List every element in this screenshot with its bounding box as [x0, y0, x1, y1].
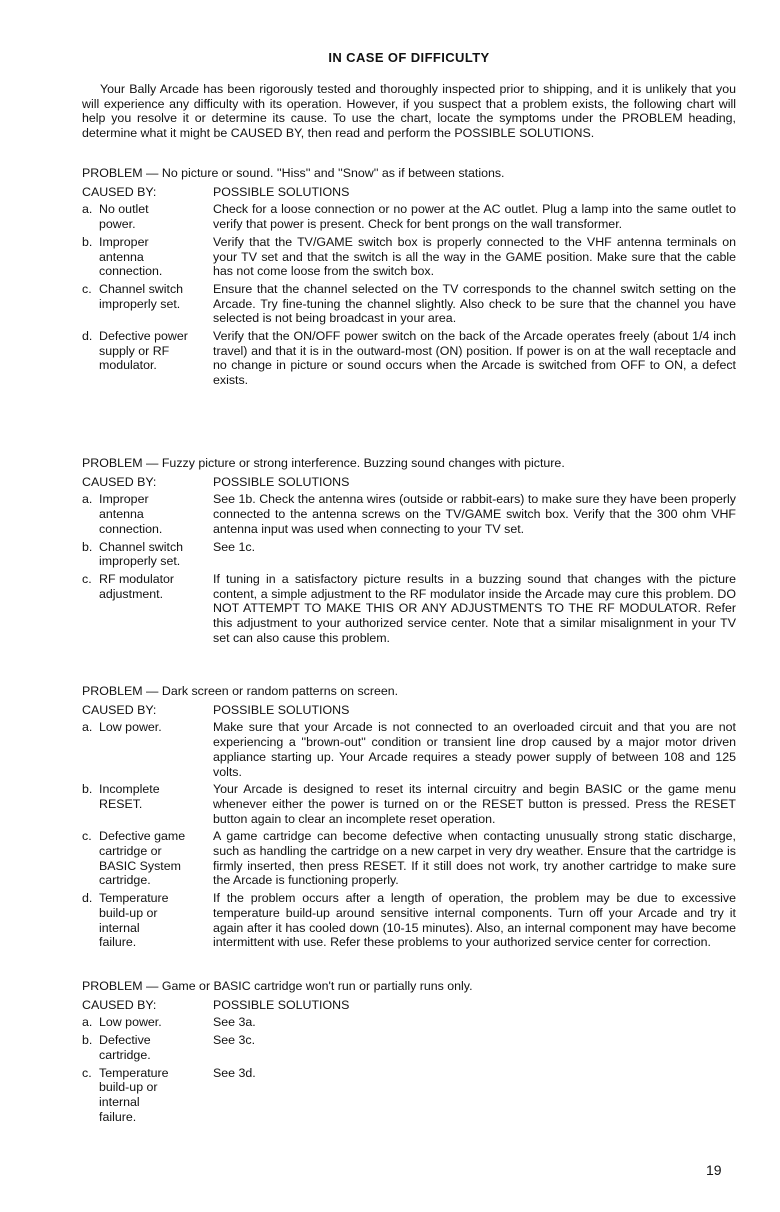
cause-solution-row	[82, 1015, 736, 1030]
column-headers	[82, 998, 736, 1013]
cause-text: build-up or	[99, 905, 158, 920]
solution-text: See 3a.	[213, 1015, 256, 1030]
cause-cell	[82, 202, 213, 231]
cause-solution-row	[82, 282, 736, 326]
cause-cell	[82, 829, 213, 888]
cause-text: cartridge.	[99, 1047, 151, 1062]
problem-heading: PROBLEM — Fuzzy picture or strong interference. Buzzing sound changes with picture.	[82, 456, 565, 470]
cause-solution-row	[82, 782, 736, 826]
cause-text: Defective	[99, 1033, 151, 1048]
item-letter: b.	[82, 1033, 93, 1048]
cause-text: BASIC System	[99, 858, 181, 873]
item-letter: b.	[82, 234, 93, 249]
cause-solution-row	[82, 329, 736, 388]
column-headers	[82, 185, 736, 200]
cause-text: cartridge.	[99, 873, 151, 888]
cause-text: antenna	[99, 249, 144, 264]
cause-text: Improper	[99, 234, 149, 249]
item-letter: b.	[82, 539, 93, 554]
problem-heading: PROBLEM — Dark screen or random patterns on screen.	[82, 684, 399, 698]
cause-text: connection.	[99, 521, 163, 536]
caused-by-header: CAUSED BY:	[82, 184, 157, 199]
cause-text: No outlet	[99, 202, 149, 217]
intro-paragraph: Your Bally Arcade has been rigorously tested and thoroughly inspected prior to shipping, and it is unlikely that you will experience any difficulty with its operation. However, if you suspect that a problem exists, the following chart will help you resolve it or determine its cause. To use the chart, locate the symptoms under the PROBLEM heading, determine what it might be CAUSED BY, then read and perform the POSSIBLE SOLUTIONS.	[82, 82, 736, 141]
item-letter: a.	[82, 1015, 93, 1030]
page-title: IN CASE OF DIFFICULTY	[328, 50, 490, 65]
problem-heading: PROBLEM — No picture or sound. ''Hiss'' and ''Snow'' as if between stations.	[82, 166, 505, 180]
solution-text: See 3d.	[213, 1065, 256, 1080]
item-letter: c.	[82, 1065, 92, 1080]
problem-section	[82, 979, 736, 1124]
problem-heading: PROBLEM — Game or BASIC cartridge won't run or partially runs only.	[82, 979, 473, 993]
cause-text: failure.	[99, 1109, 137, 1124]
cause-text: Incomplete	[99, 782, 160, 797]
cause-text: adjustment.	[99, 586, 164, 601]
cause-solution-row	[82, 720, 736, 779]
problem-section	[82, 456, 736, 645]
cause-text: internal	[99, 920, 140, 935]
cause-solution-row	[82, 540, 736, 569]
cause-text: internal	[99, 1094, 140, 1109]
item-letter: d.	[82, 891, 93, 906]
cause-text: build-up or	[99, 1080, 158, 1095]
cause-text: Temperature	[99, 1065, 169, 1080]
problem-section	[82, 166, 736, 388]
cause-cell	[82, 1066, 213, 1125]
cause-solution-row	[82, 572, 736, 646]
solution-text: See 3c.	[213, 1033, 256, 1048]
cause-cell	[82, 329, 213, 388]
solution-text: Verify that the ON/OFF power switch on the back of the Arcade operates freely (about 1/4 inch travel) and that it is in the outward-most (ON) position. If power is on at the wall receptacle and no change in picture or sound occurs when the Arcade is switched from OFF to ON, a defect exists.	[213, 329, 736, 388]
cause-text: improperly set.	[99, 554, 181, 569]
cause-text: RESET.	[99, 796, 143, 811]
cause-solution-row	[82, 202, 736, 231]
solution-text: If the problem occurs after a length of operation, the problem may be due to excessive temperature build-up around sensitive internal components. Turn off your Arcade and try it again after it has cooled down (10-15 minutes). Also, an internal component may have become intermittent with use. Refer these problems to your authorized service center for correction.	[213, 891, 736, 950]
possible-solutions-header: POSSIBLE SOLUTIONS	[213, 702, 350, 717]
cause-solution-row	[82, 1066, 736, 1125]
cause-text: Improper	[99, 492, 149, 507]
cause-text: Low power.	[99, 720, 162, 735]
item-letter: c.	[82, 571, 92, 586]
cause-text: failure.	[99, 935, 137, 950]
cause-text: RF modulator	[99, 571, 175, 586]
solution-text: See 1b. Check the antenna wires (outside or rabbit-ears) to make sure they have been properly connected to the antenna screws on the TV/GAME switch box. Verify that the 300 ohm VHF antenna input was used when connecting to your TV set.	[213, 492, 736, 536]
cause-text: Defective power	[99, 329, 188, 344]
cause-text: antenna	[99, 507, 144, 522]
item-letter: d.	[82, 329, 93, 344]
cause-cell	[82, 235, 213, 279]
cause-cell	[82, 1033, 213, 1062]
cause-cell	[82, 540, 213, 569]
cause-text: connection.	[99, 264, 163, 279]
item-letter: a.	[82, 202, 93, 217]
cause-text: power.	[99, 217, 136, 232]
solution-text: Your Arcade is designed to reset its internal circuitry and begin BASIC or the game menu whenever either the power is turned on or the RESET button is pressed. Press the RESET button again to clear an incomplete reset operation.	[213, 782, 736, 826]
solution-text: Ensure that the channel selected on the TV corresponds to the channel switch setting on the Arcade. Try fine-tuning the channel slightly. Also check to be sure that the channel you have selected is not being broadcast in your area.	[213, 281, 736, 326]
solution-text: A game cartridge can become defective when contacting unusually strong static discharge, such as handling the cartridge on a new carpet in very dry weather. Ensure that the cartridge is firmly inserted, then press RESET. If it still does not work, try another cartridge to make sure the Arcade is functioning properly.	[213, 829, 736, 888]
solution-text: See 1c.	[213, 539, 256, 554]
cause-text: Defective game	[99, 829, 186, 844]
cause-solution-row	[82, 829, 736, 888]
cause-text: Low power.	[99, 1015, 162, 1030]
possible-solutions-header: POSSIBLE SOLUTIONS	[213, 997, 350, 1012]
item-letter: c.	[82, 281, 92, 296]
solution-text: Verify that the TV/GAME switch box is properly connected to the VHF antenna terminals on your TV set and that the switch is all the way in the GAME position. Make sure that the cable has not come loose from the switch box.	[213, 234, 736, 279]
cause-cell	[82, 1015, 213, 1030]
cause-cell	[82, 282, 213, 326]
possible-solutions-header: POSSIBLE SOLUTIONS	[213, 184, 350, 199]
cause-text: Channel switch	[99, 281, 184, 296]
caused-by-header: CAUSED BY:	[82, 997, 157, 1012]
cause-text: Temperature	[99, 891, 169, 906]
column-headers	[82, 703, 736, 718]
solution-text: Make sure that your Arcade is not connected to an overloaded circuit and that you are not experiencing a ''brown-out'' condition or transient line drop caused by a major motor driven appliance starting up. Your Arcade requires a steady power supply of between 108 and 125 volts.	[213, 720, 736, 779]
problem-section	[82, 684, 736, 950]
cause-solution-row	[82, 1033, 736, 1062]
caused-by-header: CAUSED BY:	[82, 474, 157, 489]
cause-solution-row	[82, 235, 736, 279]
cause-text: Channel switch	[99, 539, 184, 554]
page-number: 19	[706, 1162, 722, 1178]
cause-cell	[82, 572, 213, 646]
item-letter: a.	[82, 720, 93, 735]
cause-text: improperly set.	[99, 296, 181, 311]
cause-cell	[82, 782, 213, 826]
solution-text: Check for a loose connection or no power at the AC outlet. Plug a lamp into the same outlet to verify that power is present. Check for bent prongs on the wall transformer.	[213, 202, 736, 232]
item-letter: a.	[82, 492, 93, 507]
possible-solutions-header: POSSIBLE SOLUTIONS	[213, 474, 350, 489]
solution-text: If tuning in a satisfactory picture results in a buzzing sound that changes with the picture content, a simple adjustment to the RF modulator inside the Arcade may cure this problem. DO NOT ATTEMPT TO MAKE THIS OR ANY ADJUSTMENTS TO THE RF MODULATOR. Refer this adjustment to your authorized service center. Note that a similar misalignment in your TV set can also cause this problem.	[213, 571, 736, 645]
cause-solution-row	[82, 492, 736, 536]
caused-by-header: CAUSED BY:	[82, 702, 157, 717]
cause-cell	[82, 492, 213, 536]
item-letter: c.	[82, 829, 92, 844]
cause-text: supply or RF	[99, 343, 170, 358]
cause-solution-row	[82, 891, 736, 950]
item-letter: b.	[82, 782, 93, 797]
column-headers	[82, 475, 736, 490]
cause-cell	[82, 891, 213, 950]
cause-text: modulator.	[99, 358, 157, 373]
cause-text: cartridge or	[99, 844, 162, 859]
cause-cell	[82, 720, 213, 779]
